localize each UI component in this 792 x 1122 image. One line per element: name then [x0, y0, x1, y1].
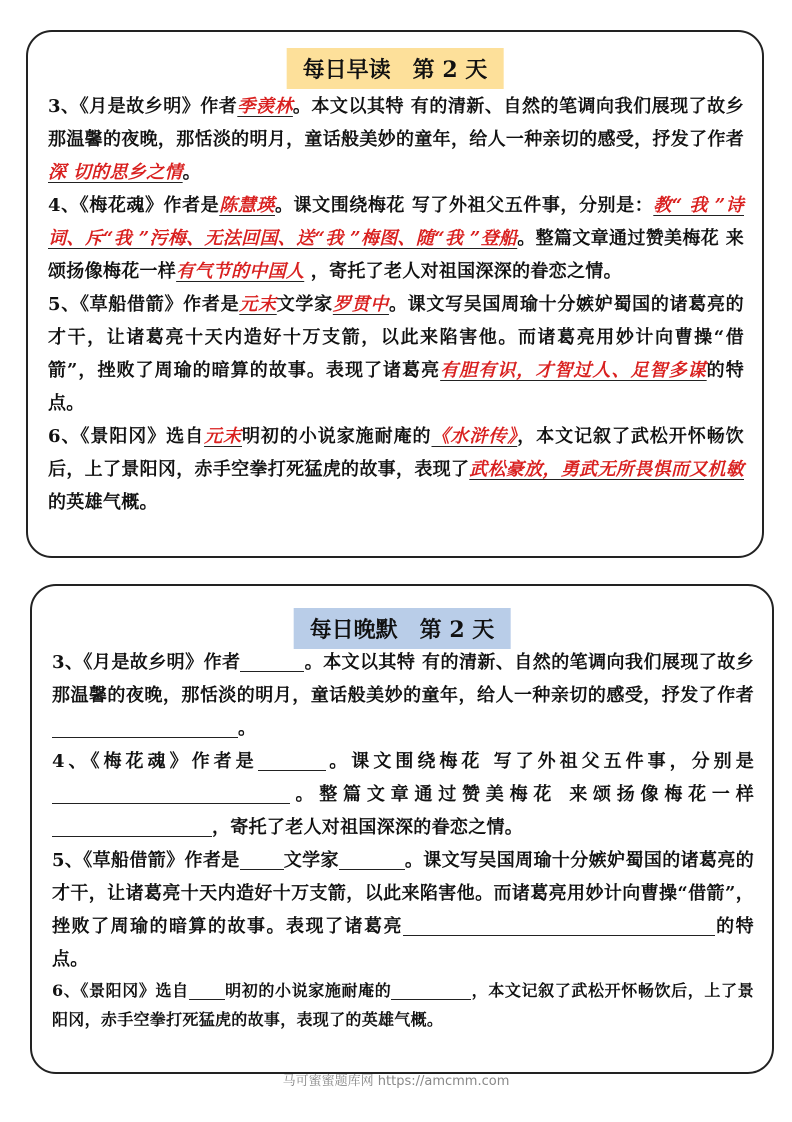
answer: 陈慧瑛 [219, 195, 275, 216]
answer-blank[interactable] [258, 752, 326, 771]
item-text: ，本文记叙了武松开怀畅饮后，上了景阳冈，赤手空拳打死猛虎的故事，表现了 [52, 981, 754, 1029]
item-text: 明初的小说家施耐庵的 [241, 426, 432, 447]
item-text: 4、《梅花魂》作者是 [52, 751, 258, 772]
evening-body [52, 646, 754, 1034]
item-text: 5、《草船借箭》作者是 [52, 850, 240, 871]
item-text: 。课文写吴国周瑜十分嫉妒蜀国的诸葛亮的才干，让诸葛亮十天内造好十万支箭，以此来陷害他。而诸葛亮用妙计向曹操“借箭”，挫败了周瑜的暗算的故事。表现了诸葛亮 [48, 294, 744, 381]
item-text: 。整篇文章通过赞美梅花 来颂扬像梅花一样 [290, 784, 754, 805]
item-text: 6、《景阳冈》选自 [52, 981, 189, 1000]
item-text: 。课文围绕梅花 写了外祖父五件事，分别是 [325, 751, 754, 772]
evening-item-5 [52, 844, 754, 976]
answer: 季羡林 [237, 96, 293, 117]
item-text: 的特点。 [48, 360, 745, 414]
answer-blank[interactable] [240, 653, 304, 672]
answer: 元末 [239, 294, 277, 315]
item-text: ，本文记叙了武松开怀畅饮后，上了景阳冈，赤手空拳打死猛虎的故事，表现了 [48, 426, 744, 480]
evening-dictation-card [30, 584, 774, 1074]
evening-item-6 [52, 976, 754, 1034]
item-text: ，寄托了老人对祖国深深的眷恋之情。 [212, 817, 524, 838]
answer-blank[interactable] [52, 818, 212, 837]
item-text: 4、《梅花魂》作者是 [48, 195, 220, 216]
item-text: 文学家 [276, 294, 333, 315]
answer: 深 切的思乡之情 [48, 162, 183, 183]
answer-blank[interactable] [52, 785, 290, 804]
item-text: 明初的小说家施耐庵的 [224, 981, 392, 1000]
answer-blank[interactable] [240, 851, 284, 870]
item-text: 的特点。 [52, 916, 754, 970]
morning-title: 每日早读 第 2 天 [287, 48, 504, 89]
answer: 元末 [204, 426, 242, 447]
item-text: 5、《草船借箭》作者是 [48, 294, 240, 315]
evening-item-3 [52, 646, 754, 745]
answer: 武松豪放，勇武无所畏惧而又机敏 [469, 459, 745, 480]
answer-blank[interactable] [52, 719, 238, 738]
evening-item-4 [52, 745, 754, 844]
item-text: 。整篇文章通过赞美梅花 来颂扬像梅花一样 [48, 228, 744, 282]
morning-item-4 [48, 189, 744, 288]
answer: 有胆有识，才智过人、足智多谋 [440, 360, 707, 381]
item-text: 3、《月是故乡明》作者 [52, 652, 241, 673]
item-text: 文学家 [283, 850, 339, 871]
answer-blank[interactable] [391, 981, 471, 1000]
item-text: 。课文围绕梅花 写了外祖父五件事，分别是： [274, 195, 654, 216]
item-text: ，寄托了老人对祖国深深的眷恋之情。 [304, 261, 622, 282]
item-text: 的英雄气概。 [48, 492, 158, 513]
answer: 《水浒传》 [431, 426, 518, 447]
evening-title: 每日晚默 第 2 天 [294, 608, 511, 649]
morning-item-6 [48, 420, 744, 519]
answer-blank[interactable] [339, 851, 405, 870]
answer-blank[interactable] [403, 917, 715, 936]
answer: 教“ 我 ”诗词、斥“我 ”污梅、无法回国、送“我 ”梅图、随“我 ”登船 [48, 195, 744, 249]
item-text: 3、《月是故乡明》作者 [48, 96, 238, 117]
item-text: 6、《景阳冈》选自 [48, 426, 205, 447]
footer-watermark: 马可蜜蜜题库网 https://amcmm.com [282, 1074, 510, 1089]
item-text: 。 [238, 718, 257, 739]
morning-item-3 [48, 90, 744, 189]
answer: 罗贯中 [332, 294, 389, 315]
morning-item-5 [48, 288, 744, 420]
answer: 有气节的中国人 [176, 261, 305, 282]
item-text: 。本文以其特 有的清新、自然的笔调向我们展现了故乡那温馨的夜晚，那恬淡的明月，童话般美妙的童年，给人一种亲切的感受，抒发了作者 [52, 652, 755, 706]
item-text: 。 [182, 162, 201, 183]
morning-reading-card [26, 30, 764, 558]
item-text: 。课文写吴国周瑜十分嫉妒蜀国的诸葛亮的才干，让诸葛亮十天内造好十万支箭，以此来陷害他。而诸葛亮用妙计向曹操“借箭”，挫败了周瑜的暗算的故事。表现了诸葛亮 [52, 850, 754, 937]
answer-blank[interactable] [189, 981, 225, 1000]
item-text: 。本文以其特 有的清新、自然的笔调向我们展现了故乡那温馨的夜晚，那恬淡的明月，童话般美妙的童年，给人一种亲切的感受，抒发了作者 [48, 96, 745, 150]
morning-body [48, 90, 744, 519]
item-text: 的英雄气概。 [345, 1010, 444, 1029]
